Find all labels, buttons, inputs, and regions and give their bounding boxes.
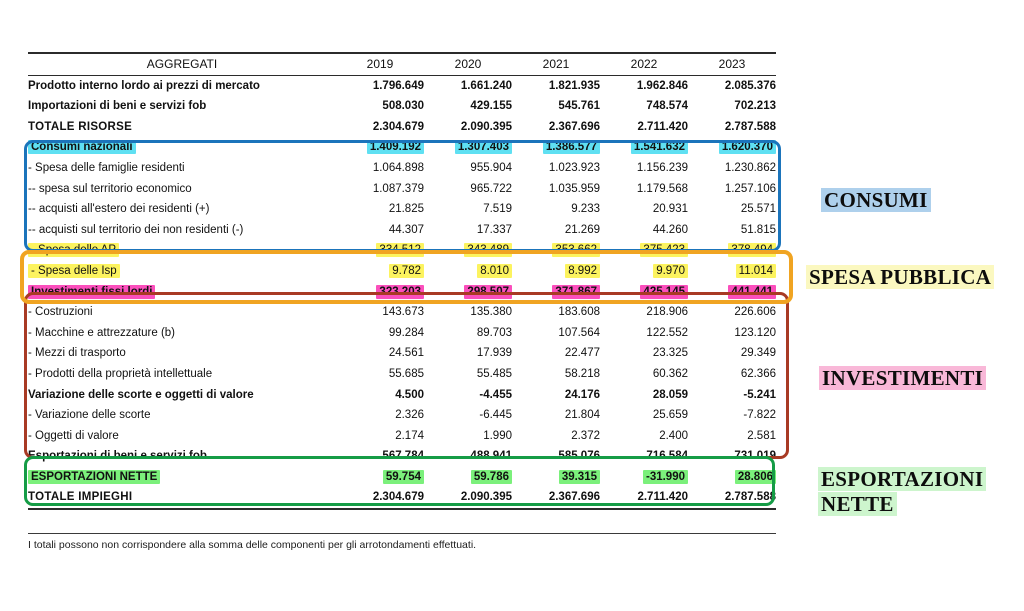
cell-value: 955.904 [470, 161, 512, 174]
cell-value-highlight: 343.489 [464, 243, 512, 257]
cell-value: 2.090.395 [424, 487, 512, 509]
row-label-highlight: Investimenti fissi lordi [28, 285, 155, 299]
cell-value: 1.179.568 [636, 182, 688, 195]
cell-value: 1.962.846 [636, 79, 688, 92]
cell-value [688, 467, 776, 488]
row-label-highlight: Consumi nazionali [28, 140, 136, 154]
cell-value: 60.362 [652, 367, 688, 380]
table-row [28, 220, 776, 241]
cell-value: 55.485 [476, 367, 512, 380]
cell-value: 545.761 [558, 100, 600, 113]
table-row [28, 282, 776, 303]
footnote-container [28, 533, 776, 551]
cell-value [424, 240, 512, 261]
legend-investimenti-label: INVESTIMENTI [819, 366, 986, 390]
cell-value: 1.661.240 [460, 79, 512, 92]
cell-value: 218.906 [646, 306, 688, 319]
row-label-highlight: - Spesa delle Isp [28, 264, 120, 278]
cell-value: 965.722 [470, 182, 512, 195]
row-label: Esportazioni di beni e servizi fob [28, 450, 207, 463]
column-header-year-2022: 2022 [600, 53, 688, 75]
cell-value-highlight: 9.970 [653, 264, 688, 278]
cell-value: 2.787.588 [724, 120, 776, 133]
cell-value [688, 137, 776, 158]
cell-value [424, 467, 512, 488]
row-label: Prodotto interno lordo ai prezzi di mercato [28, 79, 260, 92]
row-label: - Macchine e attrezzature (b) [28, 326, 176, 339]
cell-value: 1.990 [483, 429, 512, 442]
national-accounts-table [28, 52, 776, 510]
cell-value [600, 261, 688, 282]
cell-value: -4.455 [479, 388, 512, 401]
cell-value: 2.304.679 [372, 120, 424, 133]
cell-value: 2.304.679 [336, 487, 424, 509]
table-row [28, 158, 776, 179]
footnote-text: I totali possono non corrispondere alla somma delle componenti per gli arrotondamenti effettuati. [28, 539, 477, 551]
cell-value: 62.366 [740, 367, 776, 380]
cell-value-highlight: 1.620.370 [719, 140, 776, 154]
cell-value-highlight: 378.494 [728, 243, 776, 257]
cell-value-highlight: 1.541.632 [631, 140, 688, 154]
legend-esportazioni-nette-label-line1: ESPORTAZIONI [818, 467, 986, 491]
cell-value [336, 137, 424, 158]
cell-value: 748.574 [646, 100, 688, 113]
cell-value [336, 282, 424, 303]
cell-value: 25.659 [652, 409, 688, 422]
row-label [28, 240, 336, 261]
table-row [28, 137, 776, 158]
cell-value: 143.673 [382, 306, 424, 319]
cell-value: 122.552 [646, 326, 688, 339]
cell-value: 1.230.862 [724, 161, 776, 174]
table-row [28, 426, 776, 447]
cell-value: 123.120 [734, 326, 776, 339]
cell-value: 28.059 [652, 388, 688, 401]
row-label: -- acquisti all'estero dei residenti (+) [28, 203, 210, 216]
table-body [28, 75, 776, 509]
cell-value [600, 240, 688, 261]
cell-value-highlight: 323.203 [376, 285, 424, 299]
cell-value: 24.561 [388, 347, 424, 360]
cell-value-highlight: 1.307.403 [455, 140, 512, 154]
row-label: Variazione delle scorte e oggetti di valore [28, 388, 254, 401]
cell-value: 21.269 [564, 223, 600, 236]
cell-value [600, 137, 688, 158]
cell-value: 731.019 [734, 450, 776, 463]
cell-value: 585.076 [558, 450, 600, 463]
table-row [28, 467, 776, 488]
cell-value: 99.284 [388, 326, 424, 339]
cell-value-highlight: 8.992 [565, 264, 600, 278]
cell-value: -6.445 [479, 409, 512, 422]
table-header-row [28, 53, 776, 75]
table-row [28, 240, 776, 261]
cell-value: 135.380 [470, 306, 512, 319]
row-label [28, 282, 336, 303]
statistics-table-container [28, 52, 776, 510]
cell-value: 1.064.898 [372, 161, 424, 174]
legend-spesa-pubblica [806, 265, 994, 290]
table-row [28, 364, 776, 385]
cell-value: 226.606 [734, 306, 776, 319]
cell-value: 2.581 [747, 429, 776, 442]
cell-value: 21.804 [564, 409, 600, 422]
cell-value: 429.155 [470, 100, 512, 113]
cell-value: 51.815 [740, 223, 776, 236]
column-header-year-2020: 2020 [424, 53, 512, 75]
cell-value: 508.030 [382, 100, 424, 113]
cell-value: 44.260 [652, 223, 688, 236]
row-label-highlight: - Spesa delle AP [28, 243, 119, 257]
cell-value: 20.931 [652, 203, 688, 216]
legend-consumi [821, 188, 931, 213]
table-row [28, 487, 776, 509]
cell-value [424, 137, 512, 158]
cell-value: 488.941 [470, 450, 512, 463]
legend-consumi-label: CONSUMI [821, 188, 931, 212]
table-row [28, 261, 776, 282]
cell-value-highlight: 353.662 [552, 243, 600, 257]
cell-value [688, 261, 776, 282]
cell-value: -5.241 [743, 388, 776, 401]
cell-value: 2.367.696 [512, 487, 600, 509]
cell-value-highlight: 334.512 [376, 243, 424, 257]
cell-value: 7.519 [483, 203, 512, 216]
cell-value: 1.087.379 [372, 182, 424, 195]
table-row [28, 302, 776, 323]
cell-value: 2.326 [395, 409, 424, 422]
cell-value-highlight: 39.315 [559, 470, 600, 484]
cell-value: 2.367.696 [548, 120, 600, 133]
cell-value-highlight: 298.507 [464, 285, 512, 299]
table-row [28, 385, 776, 406]
cell-value [600, 282, 688, 303]
row-label: - Costruzioni [28, 306, 93, 319]
cell-value-highlight: 59.786 [471, 470, 512, 484]
cell-value: 2.711.420 [637, 120, 688, 133]
row-label [28, 137, 336, 158]
cell-value-highlight: 371.867 [552, 285, 600, 299]
table-row [28, 323, 776, 344]
cell-value-highlight: 441.441 [728, 285, 776, 299]
cell-value: 107.564 [558, 326, 600, 339]
cell-value: -7.822 [743, 409, 776, 422]
cell-value: 9.233 [571, 203, 600, 216]
table-row [28, 117, 776, 138]
cell-value: 567.784 [382, 450, 424, 463]
table-row [28, 96, 776, 117]
cell-value: 183.608 [558, 306, 600, 319]
cell-value: 2.787.588 [688, 487, 776, 509]
cell-value [336, 240, 424, 261]
cell-value-highlight: 1.386.577 [543, 140, 600, 154]
row-label: TOTALE IMPIEGHI [28, 487, 336, 509]
cell-value [688, 282, 776, 303]
cell-value: 1.821.935 [548, 79, 600, 92]
cell-value: 2.372 [571, 429, 600, 442]
legend-spesa-pubblica-label: SPESA PUBBLICA [806, 265, 994, 289]
table-row [28, 343, 776, 364]
cell-value: 2.400 [659, 429, 688, 442]
row-label [28, 261, 336, 282]
cell-value: 89.703 [476, 326, 512, 339]
cell-value-highlight: 28.806 [735, 470, 776, 484]
cell-value-highlight: 425.145 [640, 285, 688, 299]
cell-value [512, 467, 600, 488]
table-row [28, 75, 776, 96]
cell-value: 1.035.959 [548, 182, 600, 195]
legend-esportazioni-nette-label-line2: NETTE [818, 492, 897, 516]
cell-value: 58.218 [564, 367, 600, 380]
cell-value-highlight: 1.409.192 [367, 140, 424, 154]
cell-value-highlight: 9.782 [389, 264, 424, 278]
table-row [28, 405, 776, 426]
row-label: -- spesa sul territorio economico [28, 182, 192, 195]
row-label: - Oggetti di valore [28, 429, 119, 442]
row-label-highlight: ESPORTAZIONI NETTE [28, 470, 160, 484]
row-label [28, 467, 336, 488]
cell-value: 17.939 [476, 347, 512, 360]
row-label: - Variazione delle scorte [28, 409, 151, 422]
cell-value-highlight: -31.990 [643, 470, 688, 484]
table-row [28, 179, 776, 200]
legend-esportazioni-nette [818, 467, 1003, 517]
cell-value: 2.085.376 [724, 79, 776, 92]
cell-value-highlight: 59.754 [383, 470, 424, 484]
cell-value: 1.023.923 [548, 161, 600, 174]
cell-value: 1.796.649 [372, 79, 424, 92]
cell-value [512, 137, 600, 158]
cell-value: 25.571 [740, 203, 776, 216]
cell-value: 2.174 [395, 429, 424, 442]
cell-value-highlight: 11.014 [736, 264, 776, 278]
cell-value: 17.337 [476, 223, 512, 236]
cell-value: 44.307 [388, 223, 424, 236]
cell-value [512, 282, 600, 303]
cell-value: 4.500 [395, 388, 424, 401]
column-header-year-2019: 2019 [336, 53, 424, 75]
cell-value [688, 240, 776, 261]
cell-value: 55.685 [388, 367, 424, 380]
cell-value: 2.090.395 [460, 120, 512, 133]
legend-investimenti [819, 366, 986, 391]
row-label: -- acquisti sul territorio dei non residenti (-) [28, 223, 244, 236]
column-header-year-2023: 2023 [688, 53, 776, 75]
table-row [28, 199, 776, 220]
row-label: - Mezzi di trasporto [28, 347, 126, 360]
table-header [28, 53, 776, 75]
cell-value: 2.711.420 [600, 487, 688, 509]
cell-value [512, 261, 600, 282]
cell-value [336, 467, 424, 488]
row-label: - Prodotti della proprietà intellettuale [28, 367, 213, 380]
cell-value: 1.156.239 [636, 161, 688, 174]
cell-value: 29.349 [740, 347, 776, 360]
column-header-year-2021: 2021 [512, 53, 600, 75]
row-label: Importazioni di beni e servizi fob [28, 100, 207, 113]
cell-value: 21.825 [388, 203, 424, 216]
cell-value [336, 261, 424, 282]
table-row [28, 446, 776, 467]
cell-value [424, 261, 512, 282]
cell-value-highlight: 375.423 [640, 243, 688, 257]
cell-value: 22.477 [564, 347, 600, 360]
cell-value [424, 282, 512, 303]
cell-value [512, 240, 600, 261]
cell-value: 24.176 [564, 388, 600, 401]
row-label: TOTALE RISORSE [28, 120, 133, 133]
column-header-aggregati: AGGREGATI [28, 53, 336, 75]
row-label: - Spesa delle famiglie residenti [28, 161, 185, 174]
cell-value [600, 467, 688, 488]
cell-value: 702.213 [734, 100, 776, 113]
cell-value: 23.325 [652, 347, 688, 360]
cell-value: 716.584 [646, 450, 688, 463]
cell-value-highlight: 8.010 [477, 264, 512, 278]
cell-value: 1.257.106 [724, 182, 776, 195]
